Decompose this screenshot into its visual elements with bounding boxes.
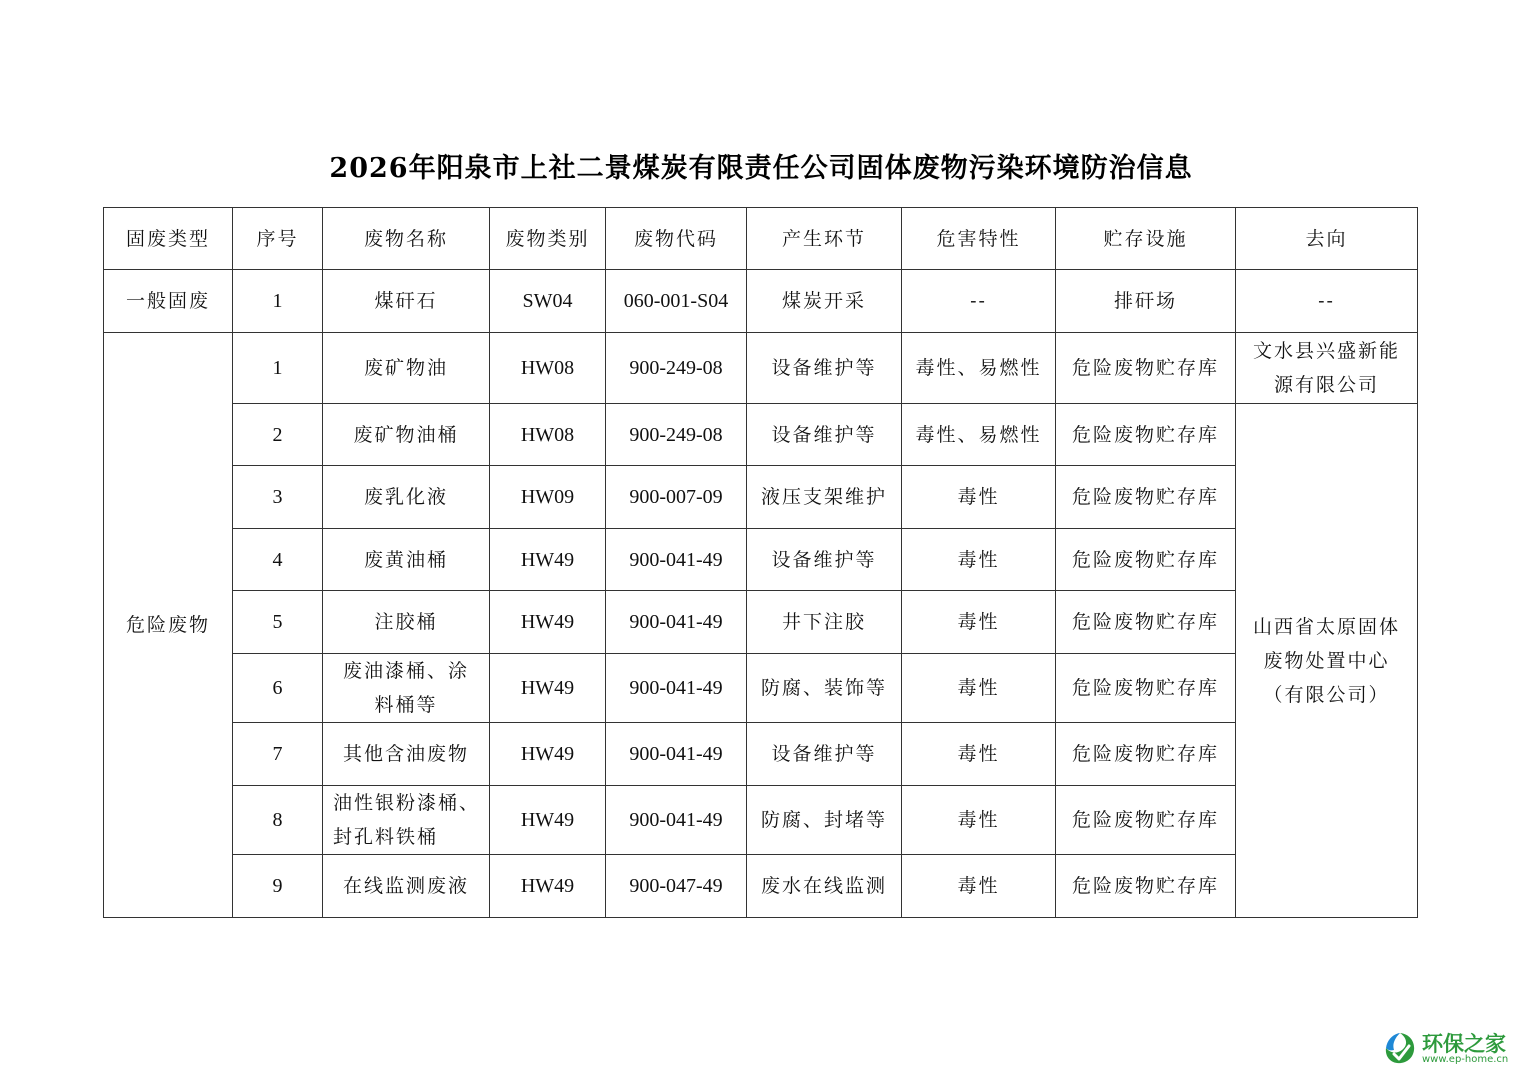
hw-stage: 废水在线监测 (747, 855, 902, 918)
watermark-url: www.ep-home.cn (1422, 1054, 1509, 1065)
hw-no: 4 (233, 529, 323, 591)
hw-code: 900-041-49 (606, 654, 747, 723)
general-name: 煤矸石 (323, 270, 490, 333)
hw-code: 900-047-49 (606, 855, 747, 918)
hw-name: 注胶桶 (323, 591, 490, 654)
hw-stage: 设备维护等 (747, 333, 902, 404)
hw-code: 900-041-49 (606, 529, 747, 591)
hw-stage: 设备维护等 (747, 529, 902, 591)
hw-hazard: 毒性 (902, 466, 1056, 529)
hw-name: 废乳化液 (323, 466, 490, 529)
hw-hazard: 毒性 (902, 855, 1056, 918)
hw-category: HW49 (490, 855, 606, 918)
header-stage: 产生环节 (747, 208, 902, 270)
table-row (104, 654, 1418, 723)
watermark-brand: 环保之家 (1422, 1032, 1506, 1056)
general-code: 060-001-S04 (606, 270, 747, 333)
hw-storage: 危险废物贮存库 (1056, 723, 1236, 786)
waste-info-table (103, 207, 1418, 918)
hw-stage: 设备维护等 (747, 723, 902, 786)
hw-no: 6 (233, 654, 323, 723)
header-waste-name: 废物名称 (323, 208, 490, 270)
general-waste-type: 一般固废 (104, 270, 233, 333)
table-row (104, 855, 1418, 918)
watermark-logo (1380, 1026, 1520, 1072)
destination-wenshui: 文水县兴盛新能源有限公司 (1236, 333, 1418, 404)
table-row (104, 466, 1418, 529)
general-hazard: -- (902, 270, 1056, 333)
general-waste-row (104, 270, 1418, 333)
general-stage: 煤炭开采 (747, 270, 902, 333)
hw-no: 3 (233, 466, 323, 529)
header-no: 序号 (233, 208, 323, 270)
general-storage: 排矸场 (1056, 270, 1236, 333)
hw-storage: 危险废物贮存库 (1056, 529, 1236, 591)
hw-no: 7 (233, 723, 323, 786)
hw-code: 900-041-49 (606, 723, 747, 786)
hw-hazard: 毒性、易燃性 (902, 333, 1056, 404)
hw-storage: 危险废物贮存库 (1056, 404, 1236, 466)
hw-storage: 危险废物贮存库 (1056, 786, 1236, 855)
hw-category: HW09 (490, 466, 606, 529)
destination-taiyuan: 山西省太原固体废物处置中心（有限公司） (1236, 404, 1418, 918)
header-waste-type: 固废类型 (104, 208, 233, 270)
general-no: 1 (233, 270, 323, 333)
table-row (104, 723, 1418, 786)
hw-category: HW08 (490, 333, 606, 404)
hw-name: 在线监测废液 (323, 855, 490, 918)
hw-hazard: 毒性 (902, 591, 1056, 654)
header-waste-code: 废物代码 (606, 208, 747, 270)
hw-category: HW49 (490, 723, 606, 786)
hw-no: 1 (233, 333, 323, 404)
hw-category: HW49 (490, 591, 606, 654)
header-waste-category: 废物类别 (490, 208, 606, 270)
table-row (104, 591, 1418, 654)
hw-name: 废黄油桶 (323, 529, 490, 591)
hw-code: 900-041-49 (606, 786, 747, 855)
hw-name: 其他含油废物 (323, 723, 490, 786)
hw-no: 5 (233, 591, 323, 654)
hazardous-waste-type: 危险废物 (104, 333, 233, 918)
hw-stage: 防腐、装饰等 (747, 654, 902, 723)
hw-storage: 危险废物贮存库 (1056, 855, 1236, 918)
hw-hazard: 毒性 (902, 786, 1056, 855)
hw-name: 废油漆桶、涂料桶等 (323, 654, 490, 723)
hw-no: 2 (233, 404, 323, 466)
hw-code: 900-007-09 (606, 466, 747, 529)
hw-no: 8 (233, 786, 323, 855)
header-destination: 去向 (1236, 208, 1418, 270)
leaf-icon (1382, 1030, 1418, 1066)
table-row (104, 529, 1418, 591)
hw-no: 9 (233, 855, 323, 918)
hw-category: HW49 (490, 786, 606, 855)
hw-stage: 液压支架维护 (747, 466, 902, 529)
general-destination: -- (1236, 270, 1418, 333)
hw-category: HW08 (490, 404, 606, 466)
hw-stage: 设备维护等 (747, 404, 902, 466)
header-row (104, 208, 1418, 270)
hw-code: 900-249-08 (606, 333, 747, 404)
header-storage: 贮存设施 (1056, 208, 1236, 270)
general-category: SW04 (490, 270, 606, 333)
hw-name: 废矿物油桶 (323, 404, 490, 466)
table-row (104, 404, 1418, 466)
hw-hazard: 毒性 (902, 529, 1056, 591)
hw-storage: 危险废物贮存库 (1056, 654, 1236, 723)
document-title: 2026年阳泉市上社二景煤炭有限责任公司固体废物污染环境防治信息 (329, 153, 1193, 184)
table-row (104, 333, 1418, 404)
hw-storage: 危险废物贮存库 (1056, 591, 1236, 654)
hw-stage: 防腐、封堵等 (747, 786, 902, 855)
hw-hazard: 毒性、易燃性 (902, 404, 1056, 466)
hw-name: 废矿物油 (323, 333, 490, 404)
hw-name: 油性银粉漆桶、封孔料铁桶 (323, 786, 490, 855)
header-hazard: 危害特性 (902, 208, 1056, 270)
table-row (104, 786, 1418, 855)
hw-hazard: 毒性 (902, 723, 1056, 786)
hw-storage: 危险废物贮存库 (1056, 333, 1236, 404)
hw-storage: 危险废物贮存库 (1056, 466, 1236, 529)
hw-category: HW49 (490, 654, 606, 723)
hw-stage: 井下注胶 (747, 591, 902, 654)
hw-category: HW49 (490, 529, 606, 591)
hw-hazard: 毒性 (902, 654, 1056, 723)
hw-code: 900-249-08 (606, 404, 747, 466)
hw-code: 900-041-49 (606, 591, 747, 654)
